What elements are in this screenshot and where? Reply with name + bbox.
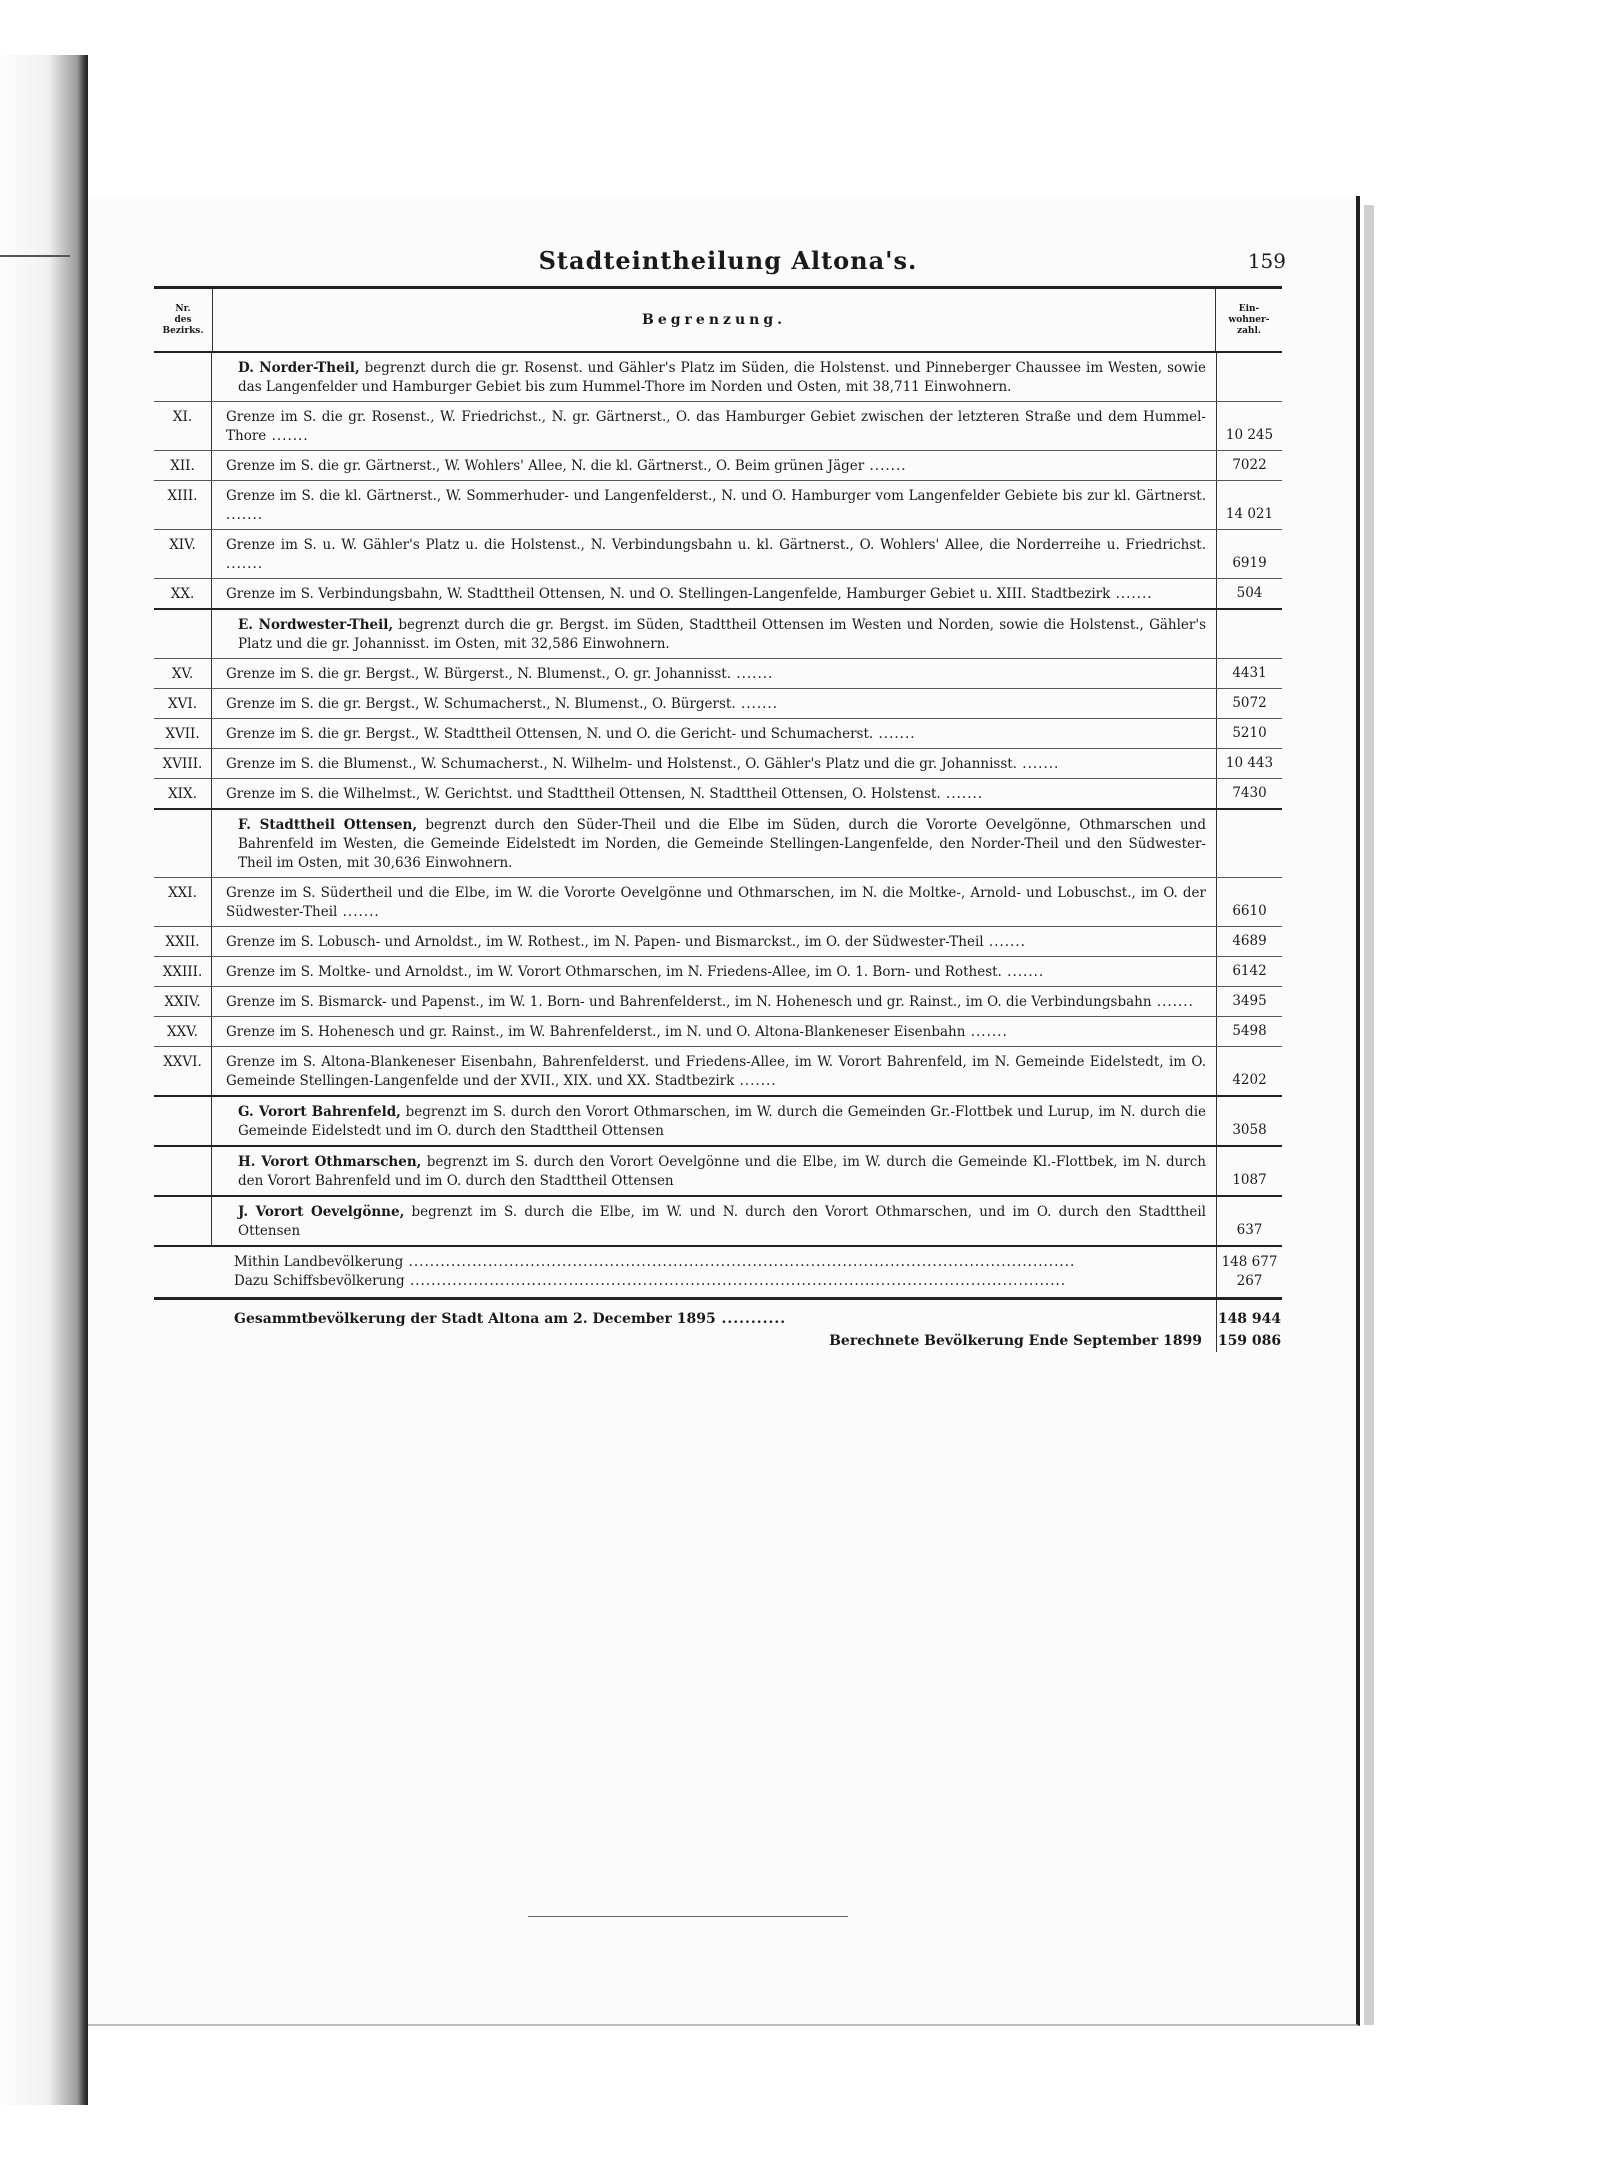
estimate-value: 159 086 <box>1216 1330 1282 1352</box>
totals-labels <box>154 1247 1216 1297</box>
district-boundary-text: Grenze im S. Südertheil und die Elbe, im W. die Vororte Oevelgönne und Othmarschen, im N. die Moltke-, Arnold- und Lobuschst., im O. der Südwester-Theil <box>226 885 1206 920</box>
district-boundary <box>212 689 1216 718</box>
section-description <box>212 1147 1216 1195</box>
district-boundary-text: Grenze im S. Bismarck- und Papenst., im W. 1. Born- und Bahrenfelderst., im N. Hohenesch und gr. Rainst., im O. die Verbindungsbahn <box>226 994 1152 1010</box>
district-boundary <box>212 749 1216 778</box>
land-population-value: 148 677 <box>1221 1254 1278 1270</box>
header-district-no: Nr. des Bezirks. <box>154 289 213 351</box>
district-number: XII. <box>154 451 212 480</box>
district-population: 504 <box>1216 579 1282 608</box>
district-boundary-text: Grenze im S. die gr. Rosenst., W. Friedrichst., N. gr. Gärtnerst., O. das Hamburger Gebiet zwischen der letzteren Straße und dem Hummel-Thore <box>226 409 1206 444</box>
district-population: 5210 <box>1216 719 1282 748</box>
section-no-cell <box>154 1147 212 1195</box>
leader-dots: ....... <box>873 726 916 742</box>
estimate-row <box>154 1330 1282 1352</box>
district-number: XI. <box>154 402 212 450</box>
leader-dots: ....... <box>983 934 1026 950</box>
district-boundary-text: Grenze im S. Altona-Blankeneser Eisenbahn, Bahrenfelderst. und Friedens-Allee, im W. Vorort Bahrenfeld, im N. Gemeinde Eidelstedt, im O. Gemeinde Stellingen-Langenfelde und der XVII., XIX. und XX. Stadtbezirk <box>226 1054 1206 1089</box>
section-heading: J. Vorort Oevelgönne, <box>238 1204 405 1220</box>
district-boundary-text: Grenze im S. u. W. Gähler's Platz u. die Holstenst., N. Verbindungsbahn u. kl. Gärtnerst., O. Wohlers' Allee, die Norderreihe u. Friedrichst. <box>226 537 1206 553</box>
land-population-label: Mithin Landbevölkerung .............................................................................................................................. <box>234 1254 1076 1270</box>
section-row <box>154 353 1282 402</box>
district-population: 6919 <box>1216 530 1282 578</box>
section-no-cell <box>154 810 212 877</box>
district-boundary <box>212 402 1216 450</box>
district-number: XVII. <box>154 719 212 748</box>
section-row <box>154 1197 1282 1247</box>
district-boundary-text: Grenze im S. die gr. Gärtnerst., W. Wohlers' Allee, N. die kl. Gärtnerst., O. Beim grünen Jäger <box>226 458 865 474</box>
district-population: 10 245 <box>1216 402 1282 450</box>
district-population: 7430 <box>1216 779 1282 808</box>
district-boundary-text: Grenze im S. Lobusch- und Arnoldst., im W. Rothest., im N. Papen- und Bismarckst., im O. der Südwester-Theil <box>226 934 984 950</box>
district-table <box>154 286 1282 1352</box>
page-edge <box>1364 205 1374 2025</box>
district-boundary <box>212 530 1216 578</box>
district-population: 5072 <box>1216 689 1282 718</box>
section-heading: E. Nordwester-Theil, <box>238 617 394 633</box>
district-number: XIX. <box>154 779 212 808</box>
table-body <box>154 353 1282 1247</box>
district-population: 5498 <box>1216 1017 1282 1046</box>
totals-values <box>1216 1247 1282 1297</box>
section-population <box>1216 353 1282 401</box>
district-row <box>154 719 1282 749</box>
section-description <box>212 1097 1216 1145</box>
section-heading: G. Vorort Bahrenfeld, <box>238 1104 401 1120</box>
totals-block <box>154 1247 1282 1300</box>
district-boundary <box>212 1017 1216 1046</box>
section-row <box>154 610 1282 659</box>
district-number: XXII. <box>154 927 212 956</box>
section-no-cell <box>154 1097 212 1145</box>
district-boundary <box>212 719 1216 748</box>
district-population: 4431 <box>1216 659 1282 688</box>
section-row <box>154 810 1282 878</box>
leader-dots: ....... <box>1151 994 1194 1010</box>
district-number: XVI. <box>154 689 212 718</box>
district-boundary-text: Grenze im S. die Blumenst., W. Schumacherst., N. Wilhelm- und Holstenst., O. Gähler's Platz und die gr. Johannisst. <box>226 756 1017 772</box>
district-boundary <box>212 957 1216 986</box>
section-heading: H. Vorort Othmarschen, <box>238 1154 422 1170</box>
district-row <box>154 1047 1282 1097</box>
district-boundary-text: Grenze im S. Verbindungsbahn, W. Stadttheil Ottensen, N. und O. Stellingen-Langenfelde, Hamburger Gebiet u. XIII. Stadtbezirk <box>226 586 1111 602</box>
district-boundary-text: Grenze im S. die Wilhelmst., W. Gerichtst. und Stadttheil Ottensen, N. Stadttheil Ottensen, O. Holstenst. <box>226 786 941 802</box>
district-population: 10 443 <box>1216 749 1282 778</box>
district-boundary <box>212 878 1216 926</box>
leader-dots: ....... <box>731 666 774 682</box>
section-no-cell <box>154 610 212 658</box>
estimate-label: Berechnete Bevölkerung Ende September 1899 <box>829 1333 1202 1349</box>
district-boundary-text: Grenze im S. die gr. Bergst., W. Schumacherst., N. Blumenst., O. Bürgerst. <box>226 696 736 712</box>
district-row <box>154 659 1282 689</box>
district-row <box>154 878 1282 927</box>
district-boundary <box>212 481 1216 529</box>
header-population: Ein- wohner- zahl. <box>1215 289 1282 351</box>
district-row <box>154 579 1282 610</box>
leader-dots: ....... <box>226 556 264 572</box>
leader-dots: ....... <box>864 458 907 474</box>
district-number: XVIII. <box>154 749 212 778</box>
section-population <box>1216 610 1282 658</box>
table-header <box>154 286 1282 353</box>
section-population <box>1216 810 1282 877</box>
section-heading: D. Norder-Theil, <box>238 360 360 376</box>
section-text: begrenzt durch die gr. Rosenst. und Gähler's Platz im Süden, die Holstenst. und Pinneberger Chaussee im Westen, sowie das Langenfelder und Hamburger Gebiet bis zum Hummel-Thore im Norden und Osten, mit 38,711 Einwohnern. <box>238 360 1206 395</box>
district-row <box>154 749 1282 779</box>
district-boundary-text: Grenze im S. die kl. Gärtnerst., W. Sommerhuder- und Langenfelderst., N. und O. Hamburger vom Langenfelder Gebiete bis zur kl. Gärtnerst. <box>226 488 1206 504</box>
district-number: XXV. <box>154 1017 212 1046</box>
district-row <box>154 451 1282 481</box>
district-row <box>154 927 1282 957</box>
district-number: XV. <box>154 659 212 688</box>
section-description <box>212 810 1216 877</box>
district-boundary <box>212 927 1216 956</box>
spine-line <box>0 255 70 257</box>
district-boundary-text: Grenze im S. die gr. Bergst., W. Bürgerst., N. Blumenst., O. gr. Johannisst. <box>226 666 732 682</box>
district-row <box>154 957 1282 987</box>
section-text: begrenzt im S. durch die Elbe, im W. und N. durch den Vorort Othmarschen, und im O. durch den Stadttheil Ottensen <box>238 1204 1207 1239</box>
section-population: 1087 <box>1216 1147 1282 1195</box>
closing-rule <box>528 1916 848 1917</box>
district-number: XX. <box>154 579 212 608</box>
leader-dots: ....... <box>1110 586 1153 602</box>
grand-total-row <box>154 1300 1282 1330</box>
leader-dots: ....... <box>226 507 264 523</box>
district-boundary <box>212 1047 1216 1095</box>
district-population: 6610 <box>1216 878 1282 926</box>
ship-population-value: 267 <box>1236 1273 1263 1289</box>
district-population: 4202 <box>1216 1047 1282 1095</box>
district-number: XXIV. <box>154 987 212 1016</box>
district-number: XIII. <box>154 481 212 529</box>
district-population: 3495 <box>1216 987 1282 1016</box>
district-population: 4689 <box>1216 927 1282 956</box>
district-boundary <box>212 579 1216 608</box>
leader-dots: ....... <box>734 1073 777 1089</box>
district-row <box>154 402 1282 451</box>
district-population: 6142 <box>1216 957 1282 986</box>
section-text: begrenzt durch den Süder-Theil und die Elbe im Süden, durch die Vororte Oevelgönne, Othmarschen und Bahrenfeld im Westen, die Gemeinde Eidelstedt im Norden, die Gemeinde Stellingen-Langenfelde, den Norder-Theil und den Südwester-Theil im Osten, mit 30,636 Einwohnern. <box>238 817 1206 871</box>
section-description <box>212 610 1216 658</box>
district-boundary-text: Grenze im S. Moltke- und Arnoldst., im W. Vorort Othmarschen, im N. Friedens-Allee, im O. 1. Born- und Rothest. <box>226 964 1002 980</box>
section-no-cell <box>154 1197 212 1245</box>
district-boundary <box>212 659 1216 688</box>
document-page <box>88 196 1360 2026</box>
district-boundary <box>212 987 1216 1016</box>
section-no-cell <box>154 353 212 401</box>
section-population: 3058 <box>1216 1097 1282 1145</box>
grand-total-value: 148 944 <box>1216 1300 1282 1330</box>
section-description <box>212 1197 1216 1245</box>
leader-dots: ....... <box>337 904 380 920</box>
ship-population-label: Dazu Schiffsbevölkerung ............................................................................................................................ <box>234 1273 1067 1289</box>
district-boundary <box>212 779 1216 808</box>
district-boundary-text: Grenze im S. Hohenesch und gr. Rainst., im W. Bahrenfelderst., im N. und O. Altona-Blankeneser Eisenbahn <box>226 1024 966 1040</box>
leader-dots: ....... <box>735 696 778 712</box>
leader-dots: ....... <box>940 786 984 802</box>
section-population: 637 <box>1216 1197 1282 1245</box>
section-text: begrenzt durch die gr. Bergst. im Süden, Stadttheil Ottensen im Westen und Norden, sowie die Holstenst., Gähler's Platz und die gr. Johannisst. im Osten, mit 32,586 Einwohnern. <box>238 617 1206 652</box>
section-row <box>154 1097 1282 1147</box>
leader-dots: ....... <box>965 1024 1008 1040</box>
leader-dots: ....... <box>1001 964 1045 980</box>
district-row <box>154 481 1282 530</box>
section-heading: F. Stadttheil Ottensen, <box>238 817 418 833</box>
district-row <box>154 1017 1282 1047</box>
district-row <box>154 689 1282 719</box>
district-row <box>154 530 1282 579</box>
district-population: 14 021 <box>1216 481 1282 529</box>
section-row <box>154 1147 1282 1197</box>
leader-dots: ....... <box>1016 756 1060 772</box>
district-number: XXVI. <box>154 1047 212 1095</box>
page-number: 159 <box>1247 249 1286 273</box>
grand-total-label: Gesammtbevölkerung der Stadt Altona am 2. December 1895 ........... <box>234 1311 787 1327</box>
district-boundary <box>212 451 1216 480</box>
district-number: XIV. <box>154 530 212 578</box>
district-number: XXI. <box>154 878 212 926</box>
page-title: Stadteintheilung Altona's. <box>538 246 918 275</box>
district-row <box>154 779 1282 810</box>
section-description <box>212 353 1216 401</box>
book-spine <box>0 55 88 2105</box>
header-boundary: Begrenzung. <box>642 312 786 328</box>
district-number: XXIII. <box>154 957 212 986</box>
section-text: begrenzt im S. durch den Vorort Oevelgönne und die Elbe, im W. durch die Gemeinde Kl.-Flottbek, im N. durch den Vorort Bahrenfeld und im O. durch den Stadttheil Ottensen <box>238 1154 1206 1189</box>
district-row <box>154 987 1282 1017</box>
district-boundary-text: Grenze im S. die gr. Bergst., W. Stadttheil Ottensen, N. und O. die Gericht- und Schumacherst. <box>226 726 874 742</box>
section-text: begrenzt im S. durch den Vorort Othmarschen, im W. durch die Gemeinden Gr.-Flottbek und Lurup, im N. durch die Gemeinde Eidelstedt und im O. durch den Stadttheil Ottensen <box>238 1104 1206 1139</box>
leader-dots: ....... <box>266 428 309 444</box>
district-population: 7022 <box>1216 451 1282 480</box>
